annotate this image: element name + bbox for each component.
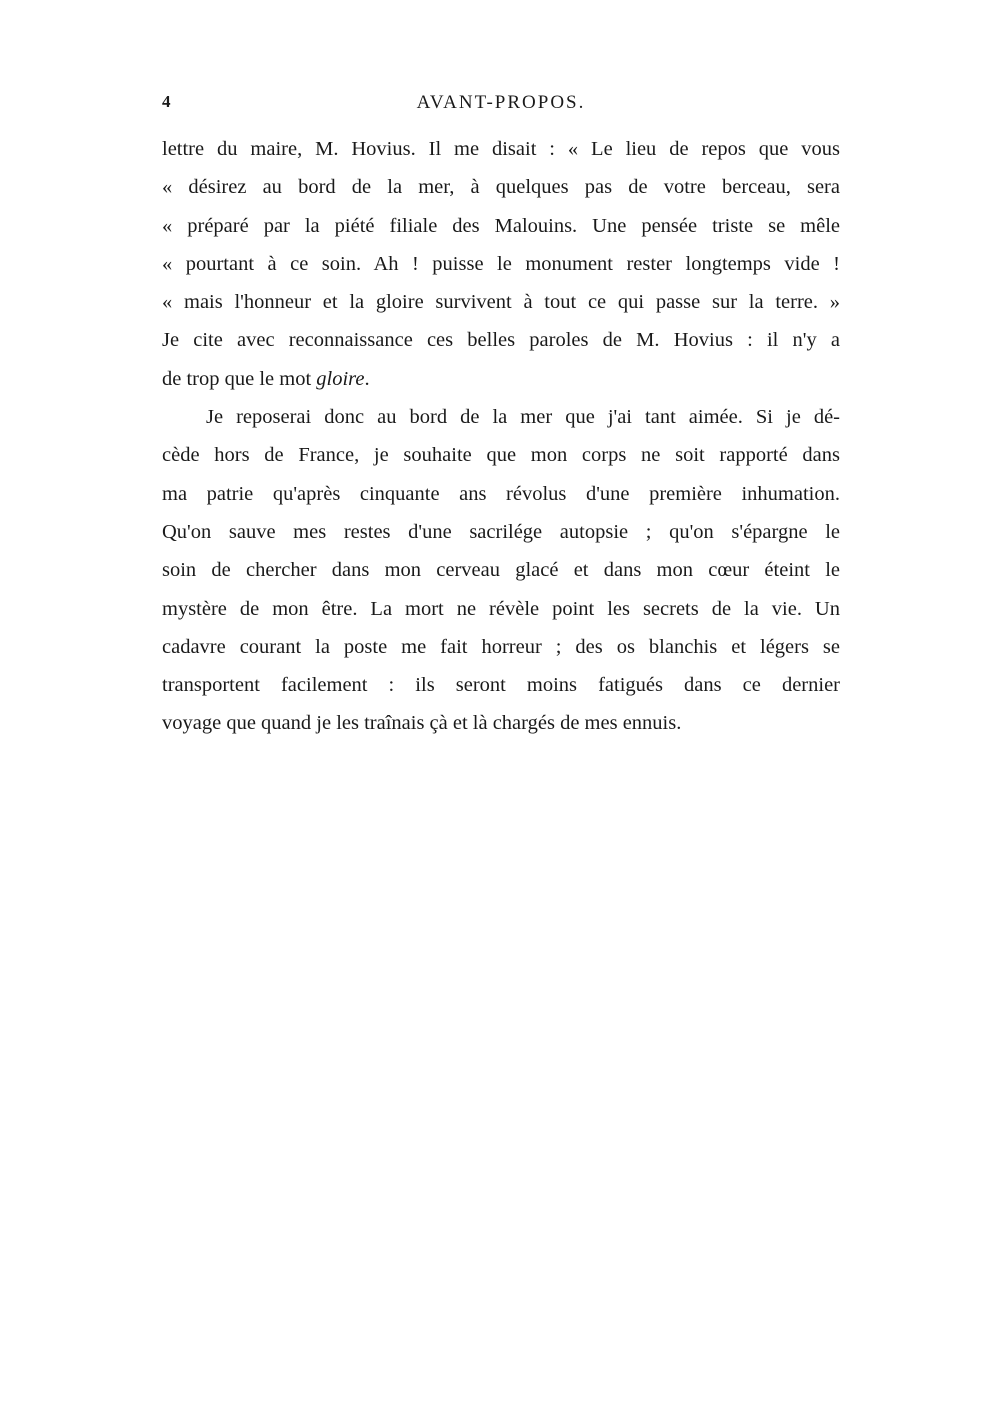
text-line: « préparé par la piété filiale des Malouins. Une pensée triste se mêle (162, 214, 840, 237)
running-head: AVANT-PROPOS. (416, 92, 586, 113)
paragraph-1 (162, 130, 840, 398)
text-line-last: voyage que quand je les traînais çà et là chargés de mes ennuis. (162, 712, 682, 735)
paragraph-2 (162, 398, 840, 743)
text-line: lettre du maire, M. Hovius. Il me disait : « Le lieu de repos que vous (162, 138, 840, 160)
text-line: Je cite avec reconnaissance ces belles paroles de M. Hovius : il n'y a (162, 329, 840, 352)
text-line: « désirez au bord de la mer, à quelques pas de votre berceau, sera (162, 176, 840, 199)
text-line: « pourtant à ce soin. Ah ! puisse le monument rester longtemps vide ! (162, 252, 840, 275)
text-line: transportent facilement : ils seront moins fatigués dans ce dernier (162, 674, 840, 697)
page-header (162, 92, 840, 122)
text-line: mystère de mon être. La mort ne révèle point les secrets de la vie. Un (162, 597, 840, 620)
text-line: cadavre courant la poste me fait horreur ; des os blanchis et légers se (162, 635, 840, 658)
text-line: Je reposerai donc au bord de la mer que j'ai tant aimée. Si je dé- (206, 406, 840, 429)
text-segment: de trop que le mot (162, 367, 317, 390)
text-line: « mais l'honneur et la gloire survivent à tout ce qui passe sur la terre. » (162, 291, 840, 314)
page-number: 4 (162, 92, 171, 111)
text-segment: . (364, 367, 370, 390)
text-line: soin de chercher dans mon cerveau glacé et dans mon cœur éteint le (162, 559, 840, 582)
text-line: Qu'on sauve mes restes d'une sacrilége autopsie ; qu'on s'épargne le (162, 520, 840, 543)
text-line: ma patrie qu'après cinquante ans révolus d'une première inhumation. (162, 482, 840, 505)
text-line: cède hors de France, je souhaite que mon corps ne soit rapporté dans (162, 444, 840, 467)
body-text (162, 130, 840, 743)
italic-word: gloire (316, 367, 365, 390)
text-line-last (162, 360, 840, 398)
